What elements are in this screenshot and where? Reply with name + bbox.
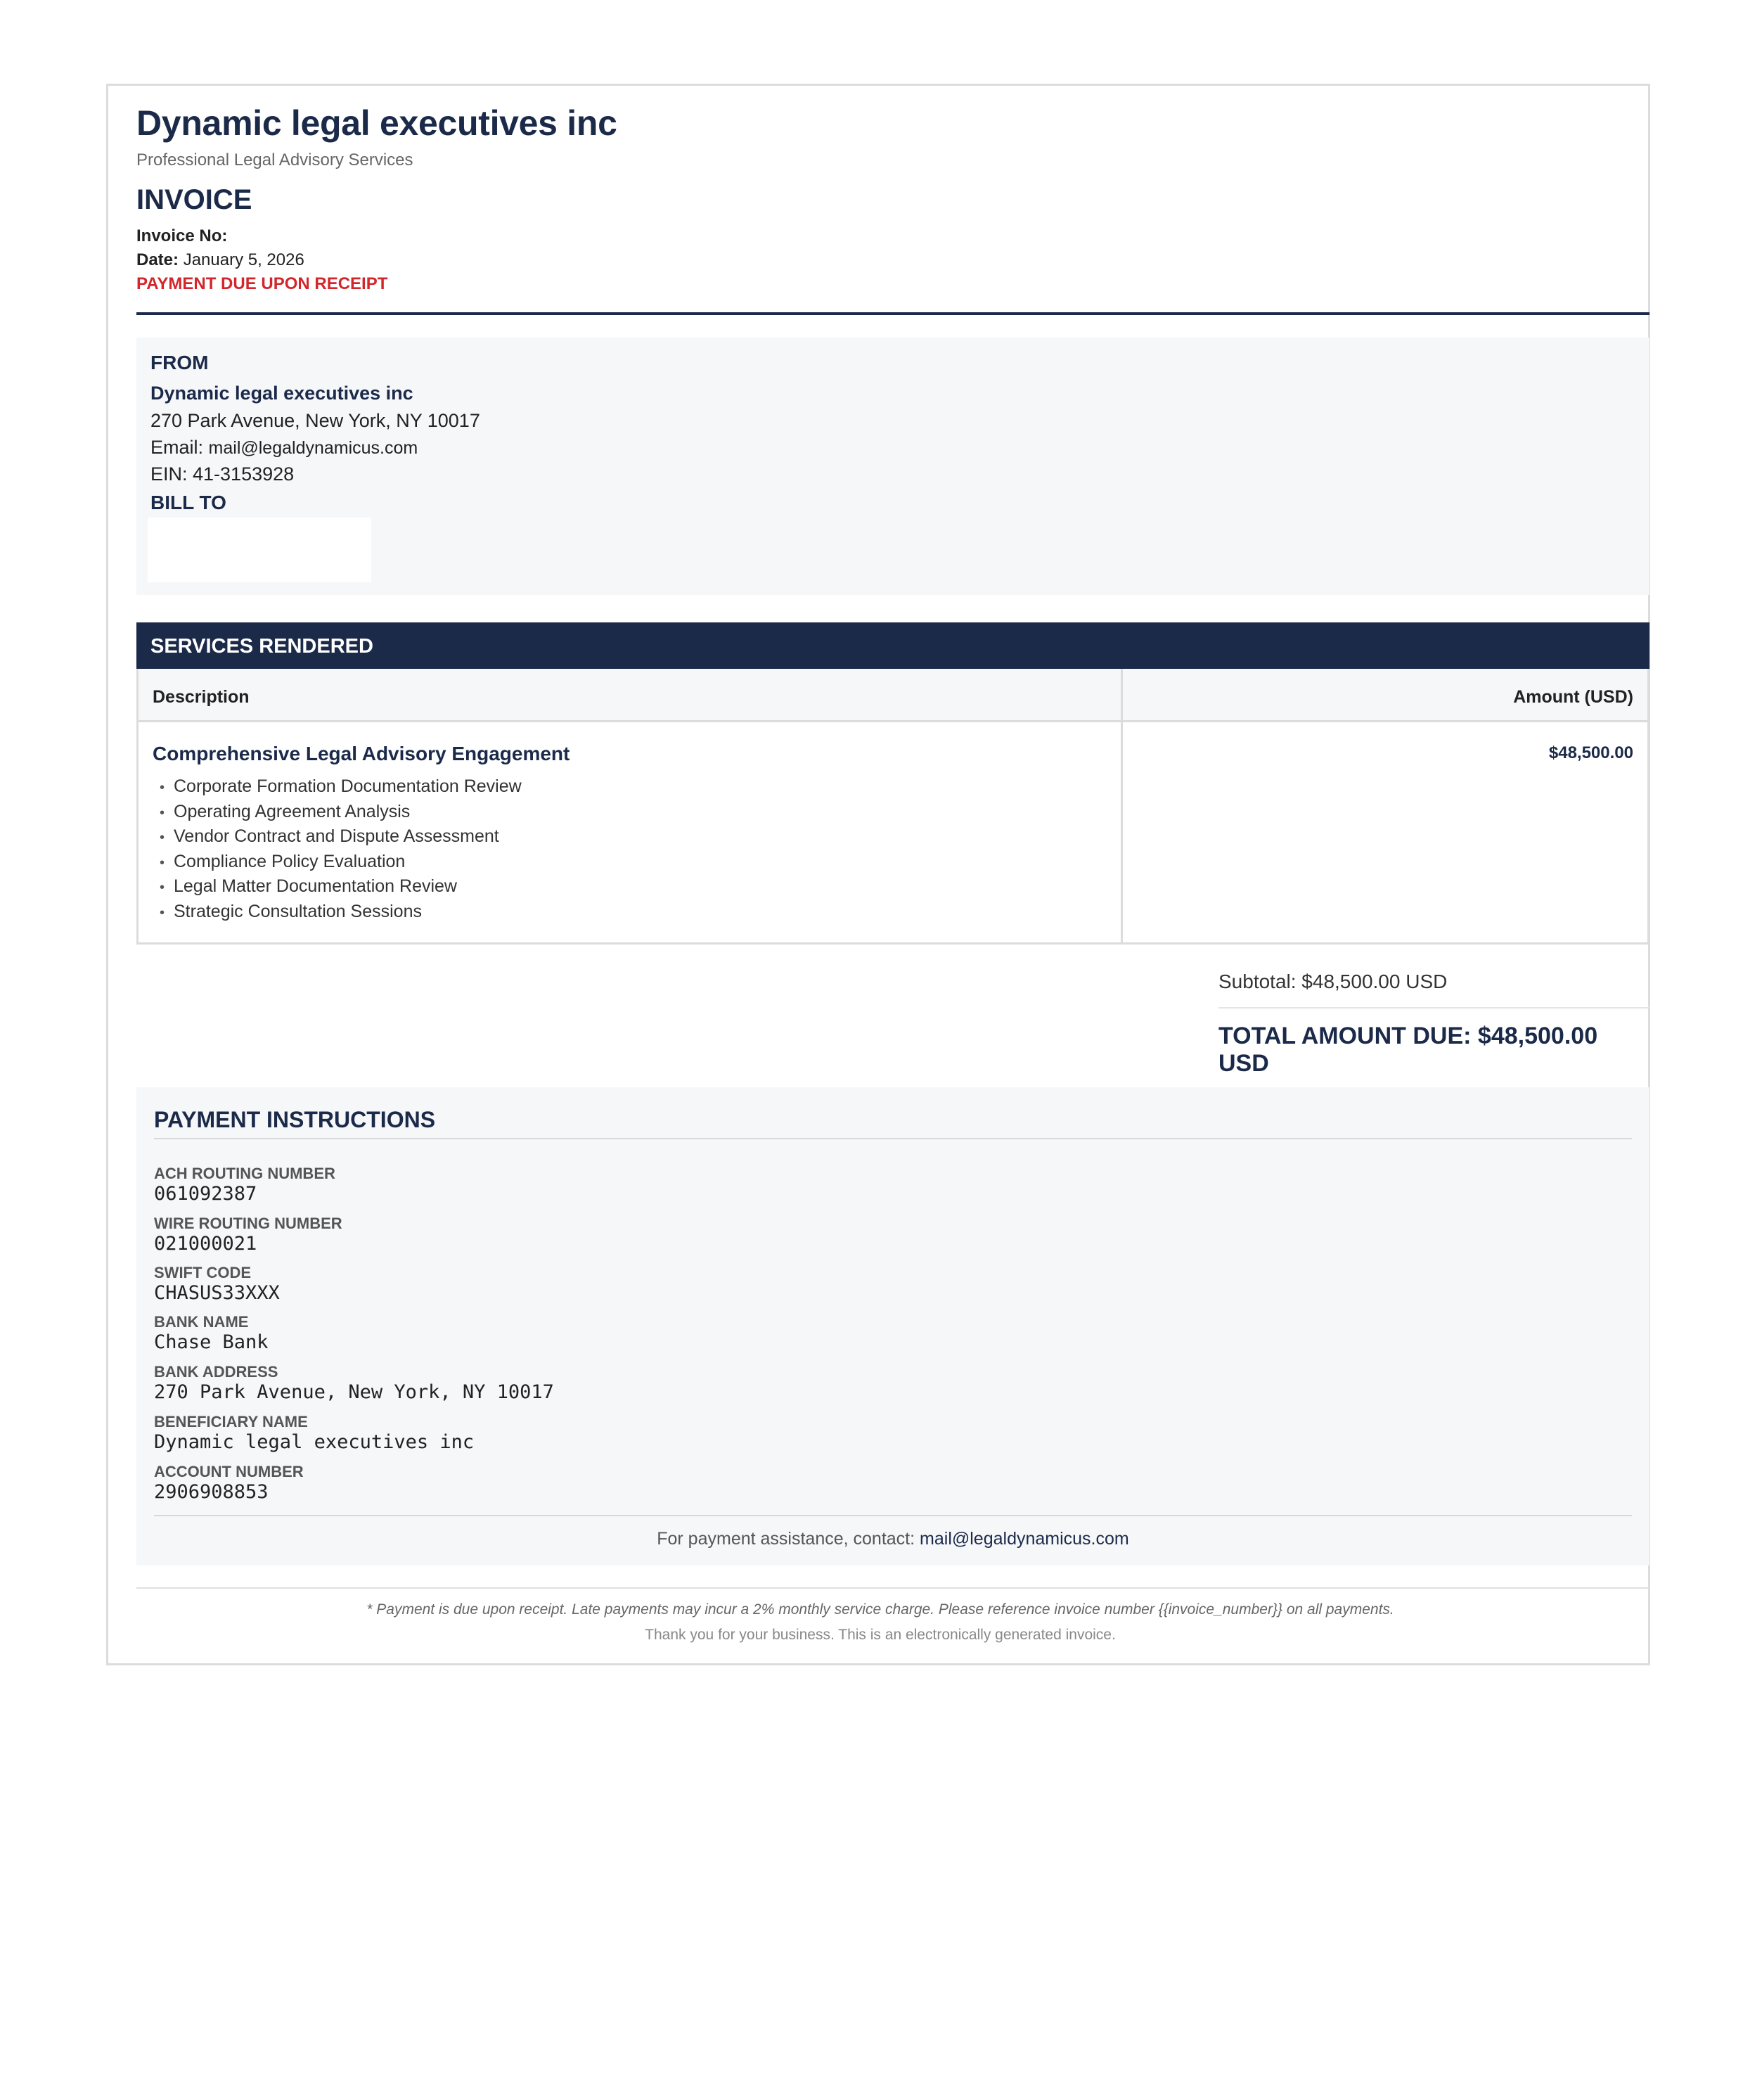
bank-name-label: BANK NAME [154,1313,249,1331]
from-billto-section [136,338,1649,595]
payment-due-notice: PAYMENT DUE UPON RECEIPT [136,274,388,293]
list-item: • Vendor Contract and Dispute Assessment [160,824,522,850]
column-divider [1121,669,1123,942]
company-tagline: Professional Legal Advisory Services [136,151,413,169]
footer-payment-note: * Payment is due upon receipt. Late payments may incur a 2% monthly service charge. Please reference invoice number {{invoice_number}} on all payments. [366,1601,1394,1618]
account-number-label: ACCOUNT NUMBER [154,1463,304,1480]
payment-instructions-title: PAYMENT INSTRUCTIONS [154,1107,436,1132]
wire-routing-label: WIRE ROUTING NUMBER [154,1215,342,1232]
bank-address-label: BANK ADDRESS [154,1363,278,1381]
invoice-date-value: January 5, 2026 [183,250,304,269]
bill-to-label: BILL TO [150,492,226,513]
services-header: SERVICES RENDERED [136,622,1649,669]
footer-thank-you: Thank you for your business. This is an electronically generated invoice. [645,1627,1116,1643]
header-divider [136,312,1649,315]
payment-title-divider [154,1138,1632,1139]
beneficiary-name-value: Dynamic legal executives inc [154,1431,475,1453]
service-item-amount: $48,500.00 [1548,743,1633,762]
invoice-title: INVOICE [136,184,252,215]
company-name: Dynamic legal executives inc [136,103,617,143]
from-address: 270 Park Avenue, New York, NY 10017 [150,410,480,431]
payment-instructions-section [136,1087,1649,1566]
list-item: • Strategic Consultation Sessions [160,899,522,925]
bank-name-value: Chase Bank [154,1331,269,1353]
total-amount-due: TOTAL AMOUNT DUE: $48,500.00 USD [1218,1023,1598,1077]
ach-routing-value: 061092387 [154,1183,257,1205]
services-table [136,669,1649,945]
invoice-number-line [136,226,227,246]
list-item: • Corporate Formation Documentation Review [160,774,522,800]
services-table-header-row [139,669,1647,722]
payment-footer-divider [154,1515,1632,1516]
from-email-link[interactable]: mail@legaldynamicus.com [208,438,418,458]
from-email-label: Email: [150,437,204,458]
from-ein: EIN: 41-3153928 [150,463,295,485]
invoice-date-line [136,250,304,270]
invoice-date-label: Date: [136,250,179,269]
from-company-name: Dynamic legal executives inc [150,383,413,404]
account-number-value: 2906908853 [154,1481,269,1503]
list-item: • Operating Agreement Analysis [160,800,522,825]
bill-to-address-blank [148,518,371,582]
swift-code-label: SWIFT CODE [154,1264,252,1281]
wire-routing-value: 021000021 [154,1233,257,1255]
column-header-description: Description [153,687,250,707]
beneficiary-name-label: BENEFICIARY NAME [154,1413,308,1430]
from-label: FROM [150,352,209,373]
list-item: • Compliance Policy Evaluation [160,850,522,875]
payment-assistance-email-link[interactable]: mail@legaldynamicus.com [920,1529,1129,1549]
column-header-amount: Amount (USD) [1513,687,1633,707]
from-email-line [150,437,418,459]
service-item-name: Comprehensive Legal Advisory Engagement [153,743,570,764]
totals-divider [1218,1007,1649,1009]
swift-code-value: CHASUS33XXX [154,1282,280,1304]
payment-assistance-text: For payment assistance, contact: [657,1529,915,1549]
service-sub-items [160,774,522,924]
footer-divider [136,1587,1649,1589]
payment-assistance-line [136,1529,1649,1549]
bank-address-value: 270 Park Avenue, New York, NY 10017 [154,1381,554,1403]
ach-routing-label: ACH ROUTING NUMBER [154,1165,335,1182]
invoice-number-label: Invoice No: [136,226,228,245]
invoice-page [106,84,1650,1665]
list-item: • Legal Matter Documentation Review [160,874,522,899]
subtotal: Subtotal: $48,500.00 USD [1218,971,1448,992]
